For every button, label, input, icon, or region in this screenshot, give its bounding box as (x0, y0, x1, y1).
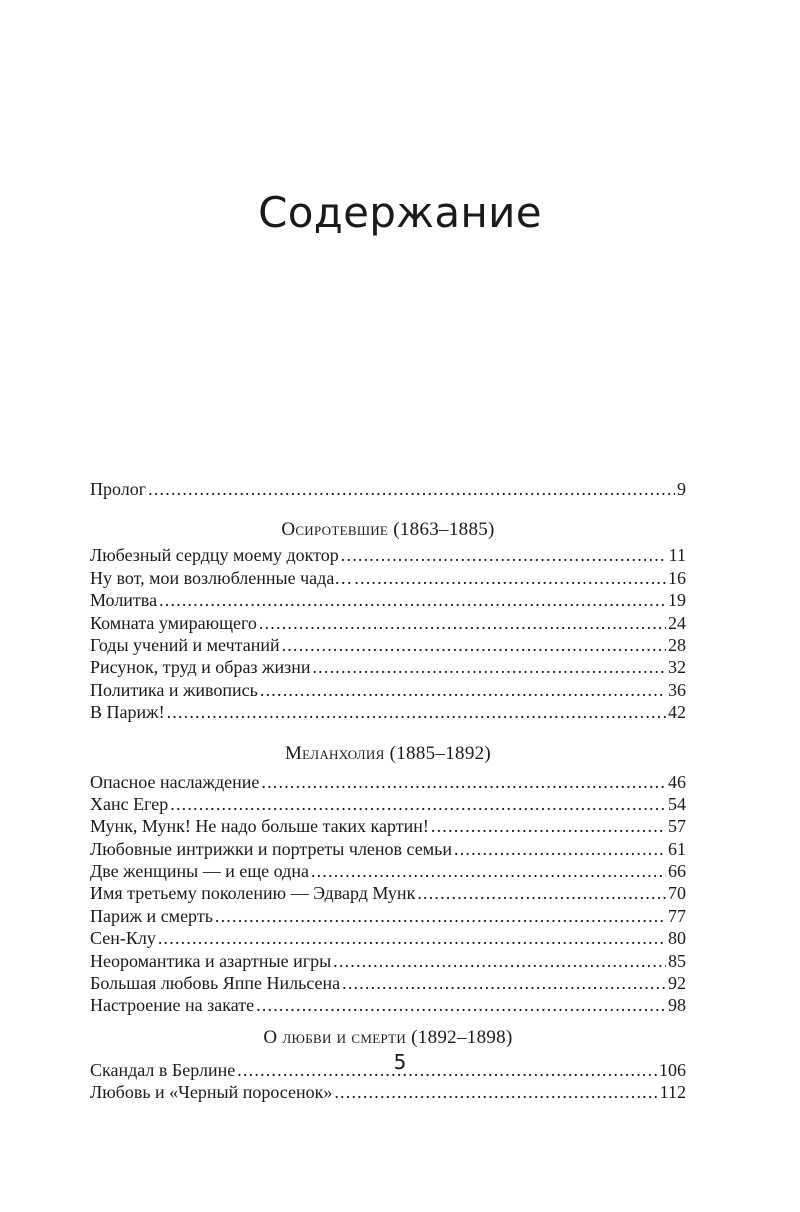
section-heading: О любви и смерти (1892–1898) (263, 1026, 513, 1048)
toc-entry-page: 32 (668, 657, 686, 678)
toc-entry (90, 927, 686, 949)
toc-entry (90, 838, 686, 860)
section-spacer (90, 724, 686, 743)
toc-entry-label: Париж и смерть (90, 905, 213, 926)
toc-entry-label: Неоромантика и азартные игры (90, 950, 332, 971)
dot-leader (148, 478, 675, 500)
toc-entry-page: 66 (668, 861, 686, 882)
toc-entry-page: 77 (668, 905, 686, 926)
toc-entry (90, 656, 686, 678)
toc-entry-label: Политика и живопись (90, 679, 258, 700)
toc-entry (90, 771, 686, 793)
section-heading: Осиротевшие (1863–1885) (281, 519, 495, 541)
toc-entry-label: Имя третьему поколению — Эдвард Мунк (90, 883, 416, 904)
dot-leader (311, 860, 666, 882)
toc-entry-page: 46 (668, 771, 686, 792)
page-title: Содержание (258, 188, 542, 237)
toc-entry (90, 882, 686, 904)
dot-leader (159, 589, 666, 611)
dot-leader (342, 972, 666, 994)
dot-leader (341, 544, 667, 566)
toc-entry-page: 92 (668, 973, 686, 994)
toc-entry-page: 11 (668, 545, 686, 566)
toc-entry-label: В Париж! (90, 702, 165, 723)
toc-entry (90, 905, 686, 927)
table-of-contents (90, 478, 686, 1104)
page-number: 5 (393, 1050, 407, 1074)
toc-entry (90, 701, 686, 723)
section-spacer (90, 1017, 686, 1027)
toc-entry-page: 85 (668, 950, 686, 971)
toc-entry-prologue (90, 478, 686, 500)
toc-entry-page: 19 (668, 590, 686, 611)
toc-entry (90, 815, 686, 837)
toc-entry-page: 28 (668, 634, 686, 655)
toc-entry-label: Годы учений и мечтаний (90, 634, 280, 655)
toc-entry-label: Настроение на закате (90, 995, 255, 1016)
dot-leader (170, 793, 666, 815)
toc-entry-page: 54 (668, 793, 686, 814)
toc-entry-page: 24 (668, 612, 686, 633)
dot-leader (261, 771, 666, 793)
dot-leader (282, 634, 666, 656)
dot-leader (312, 656, 666, 678)
toc-entry-page: 98 (668, 995, 686, 1016)
dot-leader (260, 679, 666, 701)
section-heading: Меланхолия (1885–1892) (284, 742, 492, 764)
toc-entry-label: Молитва (90, 590, 158, 611)
toc-entry-page: 70 (668, 883, 686, 904)
toc-entry-page: 80 (668, 928, 686, 949)
toc-entry (90, 972, 686, 994)
toc-entry (90, 860, 686, 882)
dot-leader (417, 882, 666, 904)
toc-entry-label: Большая любовь Яппе Нильсена (90, 973, 341, 994)
toc-entry-page: 106 (659, 1059, 686, 1080)
toc-entry (90, 793, 686, 815)
dot-leader (431, 815, 666, 837)
toc-entry-label: Любовные интрижки и портреты членов семьи (90, 838, 452, 859)
toc-entry-page: 61 (668, 838, 686, 859)
toc-entry (90, 679, 686, 701)
toc-entry-label: Ханс Егер (90, 793, 169, 814)
toc-entry-page: 16 (668, 567, 686, 588)
dot-leader (256, 994, 666, 1016)
toc-entry-label: Мунк, Мунк! Не надо больше таких картин! (90, 816, 429, 837)
toc-entry-page: 9 (677, 479, 686, 499)
dot-leader (454, 838, 666, 860)
toc-entry (90, 612, 686, 634)
toc-entry-label: Опасное наслаждение (90, 771, 260, 792)
toc-entry-label: Сен-Клу (90, 928, 156, 949)
toc-entry-label: Скандал в Берлине (90, 1059, 236, 1080)
dot-leader (333, 950, 666, 972)
dot-leader (354, 567, 666, 589)
dot-leader (259, 612, 666, 634)
toc-entry-label: Две женщины — и еще одна (90, 861, 309, 882)
toc-entry (90, 589, 686, 611)
toc-entry-label: Комната умирающего (90, 612, 257, 633)
toc-entry (90, 1081, 686, 1103)
toc-entry (90, 544, 686, 566)
dot-leader (334, 1081, 657, 1103)
toc-entry (90, 634, 686, 656)
toc-entry-page: 42 (668, 702, 686, 723)
toc-entry (90, 994, 686, 1016)
toc-entry (90, 950, 686, 972)
toc-entry-page: 36 (668, 679, 686, 700)
dot-leader (158, 927, 666, 949)
toc-entry (90, 567, 686, 589)
toc-entry-label: Ну вот, мои возлюбленные чада… (90, 567, 353, 588)
toc-entry-label: Любезный сердцу моему доктор (90, 545, 339, 566)
dot-leader (167, 701, 666, 723)
dot-leader (215, 905, 666, 927)
toc-entry-page: 112 (659, 1082, 686, 1103)
toc-entry-page: 57 (668, 816, 686, 837)
toc-entry-label: Пролог (90, 479, 147, 499)
toc-entry-label: Рисунок, труд и образ жизни (90, 657, 311, 678)
toc-entry-label: Любовь и «Черный поросенок» (90, 1082, 333, 1103)
